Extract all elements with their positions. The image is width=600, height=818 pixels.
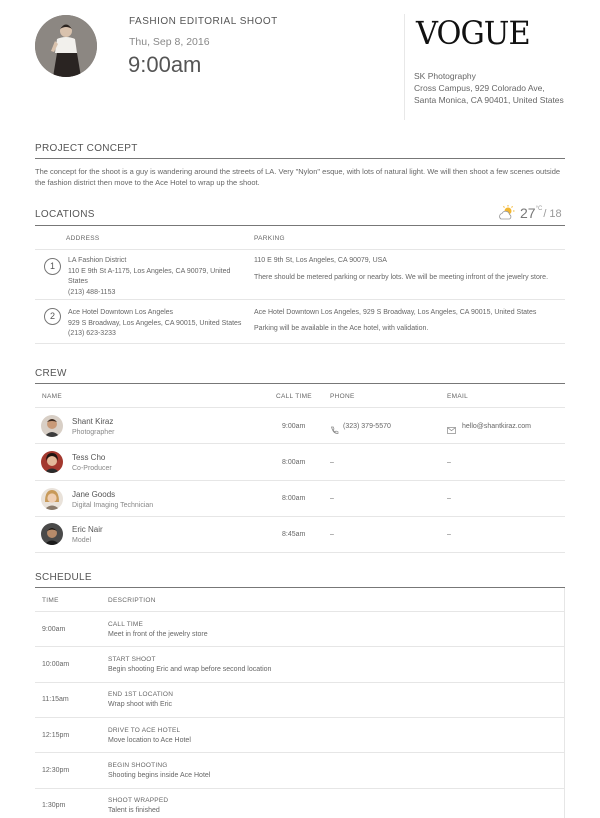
studio-info bbox=[414, 70, 564, 106]
schedule-title: END 1ST LOCATION bbox=[108, 691, 174, 698]
photographer-avatar bbox=[35, 15, 97, 77]
description-column-header: DESCRIPTION bbox=[108, 597, 156, 604]
locations-heading: LOCATIONS bbox=[35, 209, 95, 220]
row-divider bbox=[35, 249, 565, 250]
crew-role: Model bbox=[72, 537, 92, 544]
crew-heading: CREW bbox=[35, 368, 67, 379]
location-number: 2 bbox=[44, 308, 61, 325]
row-divider bbox=[35, 443, 565, 444]
row-divider bbox=[35, 717, 565, 718]
parking-address: Ace Hotel Downtown Los Angeles, 929 S Broadway, Los Angeles, CA 90015, United States bbox=[254, 309, 537, 316]
row-divider bbox=[35, 611, 565, 612]
crew-email[interactable]: hello@shantkiraz.com bbox=[462, 423, 531, 430]
avatar bbox=[41, 488, 63, 510]
client-logo: VOGUE bbox=[416, 14, 530, 52]
location-address: 929 S Broadway, Los Angeles, CA 90015, United States bbox=[68, 319, 242, 327]
row-divider bbox=[35, 407, 565, 408]
mail-icon bbox=[447, 422, 456, 431]
phone-column-header: PHONE bbox=[330, 393, 355, 400]
location-details bbox=[68, 256, 248, 298]
shoot-title: FASHION EDITORIAL SHOOT bbox=[129, 16, 278, 27]
concept-text: The concept for the shoot is a guy is wandering around the streets of LA. Very "Nylon" esque, with lots of natural light. We will then shoot a few scenes outside the fashion district then move to the Ace Hotel to wrap up the shoot. bbox=[35, 167, 561, 187]
row-divider bbox=[35, 788, 565, 789]
parking-address: 110 E 9th St, Los Angeles, CA 90079, USA bbox=[254, 257, 387, 264]
phone-icon bbox=[330, 422, 339, 431]
call-time: 8:00am bbox=[282, 495, 306, 502]
crew-role: Co-Producer bbox=[72, 465, 112, 472]
shoot-date: Thu, Sep 8, 2016 bbox=[129, 36, 210, 48]
weather-unit: °C bbox=[535, 206, 543, 212]
crew-role: Photographer bbox=[72, 429, 115, 436]
call-time: 8:45am bbox=[282, 531, 306, 538]
schedule-time: 9:00am bbox=[42, 626, 66, 633]
schedule-title: DRIVE TO ACE HOTEL bbox=[108, 727, 181, 734]
weather-widget bbox=[498, 205, 562, 225]
crew-name: Tess Cho bbox=[72, 453, 106, 462]
schedule-description: Wrap shoot with Eric bbox=[108, 701, 173, 708]
row-divider bbox=[35, 299, 565, 300]
schedule-time: 10:00am bbox=[42, 661, 70, 668]
row-divider bbox=[35, 480, 565, 481]
parking-note: Parking will be available in the Ace hotel, with validation. bbox=[254, 324, 429, 332]
location-phone: (213) 488-1153 bbox=[68, 288, 116, 296]
schedule-title: SHOOT WRAPPED bbox=[108, 797, 169, 804]
concept-heading: PROJECT CONCEPT bbox=[35, 143, 138, 154]
schedule-time: 1:30pm bbox=[42, 802, 66, 809]
partly-sunny-icon bbox=[498, 205, 515, 226]
row-divider bbox=[35, 682, 565, 683]
parking-note: There should be metered parking or nearby lots. We will be meeting infront of the jewelry store. bbox=[254, 273, 549, 281]
weather-temp: 27 bbox=[520, 205, 536, 221]
schedule-description: Talent is finished bbox=[108, 807, 160, 814]
schedule-time: 11:15am bbox=[42, 696, 69, 703]
address-column-header: ADDRESS bbox=[66, 235, 100, 242]
crew-email: – bbox=[447, 495, 451, 502]
schedule-description: Begin shooting Eric and wrap before second location bbox=[108, 666, 272, 673]
parking-details bbox=[254, 308, 559, 334]
weather-low: / 18 bbox=[543, 208, 562, 220]
schedule-heading: SCHEDULE bbox=[35, 572, 92, 583]
call-time: 8:00am bbox=[282, 459, 306, 466]
studio-address: Cross Campus, 929 Colorado Ave, Santa Monica, CA 90401, United States bbox=[414, 83, 564, 105]
shoot-time: 9:00am bbox=[128, 52, 202, 77]
avatar bbox=[41, 415, 63, 437]
schedule-description: Move location to Ace Hotel bbox=[108, 737, 191, 744]
crew-email: – bbox=[447, 531, 451, 538]
location-number: 1 bbox=[44, 258, 61, 275]
avatar bbox=[41, 451, 63, 473]
parking-details bbox=[254, 256, 554, 283]
crew-phone[interactable]: (323) 379-5570 bbox=[343, 423, 391, 430]
crew-name: Eric Nair bbox=[72, 525, 103, 534]
schedule-title: BEGIN SHOOTING bbox=[108, 762, 168, 769]
location-details bbox=[68, 308, 250, 340]
location-phone: (213) 623-3233 bbox=[68, 330, 116, 337]
schedule-time: 12:30pm bbox=[42, 767, 70, 774]
call-time: 9:00am bbox=[282, 423, 306, 430]
schedule-title: CALL TIME bbox=[108, 621, 144, 628]
section-divider bbox=[35, 225, 565, 226]
section-divider bbox=[35, 383, 565, 384]
row-divider bbox=[35, 646, 565, 647]
schedule-time: 12:15pm bbox=[42, 732, 70, 739]
time-column-header: TIME bbox=[42, 597, 59, 604]
header-divider bbox=[404, 14, 405, 120]
crew-name: Jane Goods bbox=[72, 490, 116, 499]
section-divider bbox=[35, 158, 565, 159]
name-column-header: NAME bbox=[42, 393, 62, 400]
crew-phone: – bbox=[330, 459, 334, 466]
schedule-description: Meet in front of the jewelry store bbox=[108, 631, 208, 638]
crew-name: Shant Kiraz bbox=[72, 417, 114, 426]
location-address: 110 E 9th St A-1175, Los Angeles, CA 90079, United States bbox=[68, 267, 231, 285]
call-time-column-header: CALL TIME bbox=[276, 393, 312, 400]
row-divider bbox=[35, 552, 565, 553]
schedule-description: Shooting begins inside Ace Hotel bbox=[108, 772, 211, 779]
crew-phone: – bbox=[330, 495, 334, 502]
email-column-header: EMAIL bbox=[447, 393, 469, 400]
location-name: Ace Hotel Downtown Los Angeles bbox=[68, 309, 174, 316]
studio-name: SK Photography bbox=[414, 71, 476, 81]
crew-email: – bbox=[447, 459, 451, 466]
crew-phone: – bbox=[330, 531, 334, 538]
schedule-title: START SHOOT bbox=[108, 656, 156, 663]
row-divider bbox=[35, 516, 565, 517]
avatar bbox=[41, 523, 63, 545]
location-name: LA Fashion District bbox=[68, 257, 127, 264]
row-divider bbox=[35, 343, 565, 344]
row-divider bbox=[35, 752, 565, 753]
crew-role: Digital Imaging Technician bbox=[72, 502, 154, 509]
header bbox=[0, 0, 600, 124]
parking-column-header: PARKING bbox=[254, 235, 285, 242]
